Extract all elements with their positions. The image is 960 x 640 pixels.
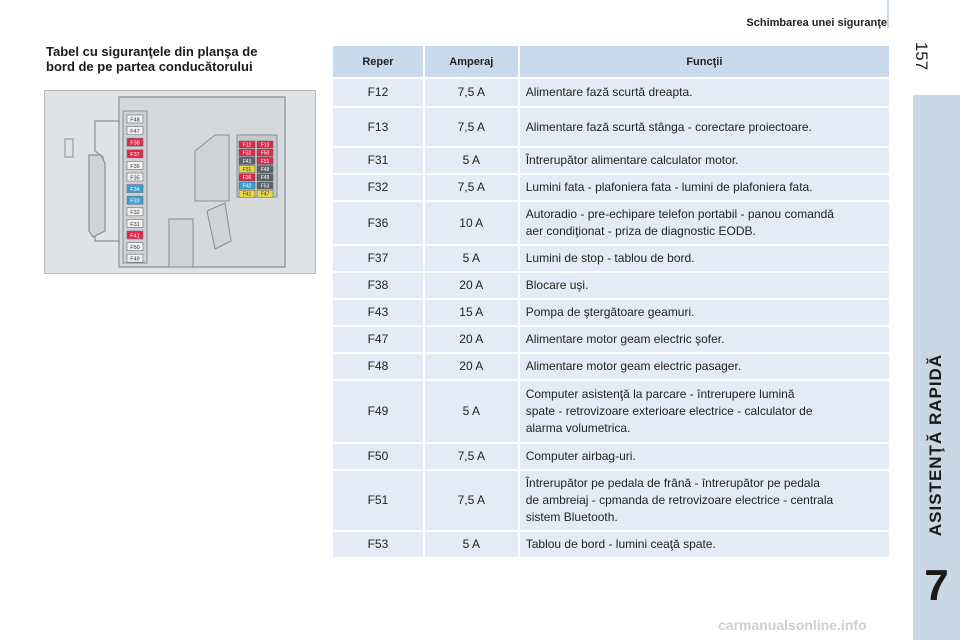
section-title <box>46 44 316 74</box>
chapter-title: ASISTENŢĂ RAPIDĂ <box>926 353 945 537</box>
table-row <box>333 107 890 147</box>
cell-amperaj: 7,5 A <box>424 470 519 531</box>
function-line: Blocare uşi. <box>525 278 589 292</box>
table-row <box>333 531 890 558</box>
function-line: Computer airbag-uri. <box>525 449 636 463</box>
cell-amperaj: 15 A <box>424 299 519 326</box>
fuse-label: F31 <box>130 221 140 228</box>
cell-functii <box>519 78 890 107</box>
cell-reper: F48 <box>333 353 424 380</box>
cell-amperaj: 5 A <box>424 147 519 174</box>
cell-amperaj: 5 A <box>424 245 519 272</box>
cell-functii <box>519 245 890 272</box>
cell-amperaj: 20 A <box>424 326 519 353</box>
fuse-label: F47 <box>260 191 270 198</box>
fuse-label: F49 <box>260 175 270 182</box>
cell-reper: F53 <box>333 531 424 558</box>
table-row <box>333 470 890 531</box>
fuse-label: F51 <box>260 158 270 165</box>
fuse-label: F34 <box>130 187 140 193</box>
cell-functii <box>519 272 890 299</box>
fuse-label: F35 <box>130 175 140 182</box>
cell-reper: F31 <box>333 147 424 174</box>
column-header-amperaj: Amperaj <box>424 46 519 78</box>
cell-functii <box>519 326 890 353</box>
cell-amperaj: 7,5 A <box>424 443 519 470</box>
cell-reper: F13 <box>333 107 424 147</box>
cell-reper: F43 <box>333 299 424 326</box>
page-header-title: Schimbarea unei siguranţe <box>746 17 887 29</box>
table-row <box>333 353 890 380</box>
cell-functii <box>519 443 890 470</box>
fuse-table <box>333 46 891 559</box>
header-divider <box>887 0 889 28</box>
cell-functii <box>519 201 890 245</box>
table-row <box>333 299 890 326</box>
cell-functii <box>519 299 890 326</box>
function-line: Lumini de stop - tablou de bord. <box>525 251 695 265</box>
watermark: carmanualsonline.info <box>718 617 867 633</box>
section-title-line-1: Tabel cu siguranţele din planşa de <box>46 44 258 59</box>
cell-reper: F37 <box>333 245 424 272</box>
table-row <box>333 174 890 201</box>
cell-reper: F49 <box>333 380 424 443</box>
fuse-label: F48 <box>260 167 270 173</box>
fuse-label: F43 <box>242 158 252 165</box>
cell-amperaj: 5 A <box>424 380 519 443</box>
function-line: Alimentare motor geam electric şofer. <box>525 332 725 346</box>
fuse-label: F36 <box>130 163 140 170</box>
table-header-row <box>333 46 890 78</box>
function-line: spate - retrovizoare exterioare electrice - calculator de <box>525 404 813 418</box>
page-number: 157 <box>912 41 931 71</box>
cell-reper: F50 <box>333 443 424 470</box>
cell-functii <box>519 380 890 443</box>
table-row <box>333 272 890 299</box>
function-line: Întrerupător alimentare calculator motor. <box>525 153 739 167</box>
cell-amperaj: 7,5 A <box>424 174 519 201</box>
fuse-label: F32 <box>242 150 252 157</box>
fuse-label: F38 <box>130 140 140 147</box>
function-line: sistem Bluetooth. <box>525 510 618 524</box>
cell-functii <box>519 174 890 201</box>
section-title-line-2: bord de pe partea conducătorului <box>46 59 253 74</box>
cell-amperaj: 20 A <box>424 353 519 380</box>
fuse-label: F37 <box>130 152 140 159</box>
function-line: Lumini fata - plafoniera fata - lumini de plafoniera fata. <box>525 180 813 194</box>
fuse-box-diagram <box>44 90 316 274</box>
fuse-label: F13 <box>260 142 270 149</box>
fuse-label: F48 <box>130 117 140 124</box>
table-row <box>333 443 890 470</box>
function-line: Alimentare fază scurtă dreapta. <box>525 85 693 99</box>
fuse-label: F33 <box>130 198 140 205</box>
cell-amperaj: 7,5 A <box>424 107 519 147</box>
chapter-number: 7 <box>924 561 949 610</box>
cell-reper: F51 <box>333 470 424 531</box>
fuse-label: F31 <box>242 167 252 173</box>
cell-functii <box>519 147 890 174</box>
cell-reper: F32 <box>333 174 424 201</box>
fuse-label: F47 <box>130 129 140 135</box>
fuse-label: F42 <box>242 183 252 190</box>
column-header-reper: Reper <box>333 46 424 78</box>
function-line: aer condiţionat - priza de diagnostic EODB. <box>525 224 756 238</box>
fuse-label: F12 <box>242 142 252 149</box>
cell-functii <box>519 353 890 380</box>
cell-reper: F47 <box>333 326 424 353</box>
cell-reper: F38 <box>333 272 424 299</box>
table-row <box>333 147 890 174</box>
table-row <box>333 380 890 443</box>
fuse-label: F50 <box>260 150 270 157</box>
function-line: Pompa de ştergătoare geamuri. <box>525 305 695 319</box>
function-line: Autoradio - pre-echipare telefon portabil - panou comandă <box>525 207 834 221</box>
fuse-label: F49 <box>130 256 140 263</box>
cell-reper: F12 <box>333 78 424 107</box>
function-line: alarma volumetrica. <box>525 421 631 435</box>
function-line: de ambreiaj - cpmanda de retrovizoare electrice - centrala <box>525 493 834 507</box>
cell-amperaj: 20 A <box>424 272 519 299</box>
cell-functii <box>519 470 890 531</box>
fuse-box-illustration <box>45 91 317 275</box>
fuse-label: F53 <box>260 183 270 190</box>
table-row <box>333 201 890 245</box>
cell-amperaj: 10 A <box>424 201 519 245</box>
table-row <box>333 245 890 272</box>
table-row <box>333 326 890 353</box>
cell-functii <box>519 107 890 147</box>
function-line: Alimentare motor geam electric pasager. <box>525 359 742 373</box>
cell-functii <box>519 531 890 558</box>
fuse-label: F41 <box>130 233 140 240</box>
cell-amperaj: 5 A <box>424 531 519 558</box>
fuse-label: F41 <box>242 191 252 198</box>
function-line: Tablou de bord - lumini ceaţă spate. <box>525 537 716 551</box>
table-row <box>333 78 890 107</box>
fuse-label: F36 <box>242 175 252 182</box>
column-header-functii: Funcţii <box>519 46 890 78</box>
fuse-label: F32 <box>130 210 140 217</box>
function-line: Întrerupător pe pedala de frână - întrerupător pe pedala <box>525 476 820 490</box>
cell-amperaj: 7,5 A <box>424 78 519 107</box>
function-line: Computer asistenţă la parcare - întrerupere lumină <box>525 387 795 401</box>
fuse-label: F50 <box>130 245 140 251</box>
cell-reper: F36 <box>333 201 424 245</box>
function-line: Alimentare fază scurtă stânga - corectare proiectoare. <box>525 119 812 134</box>
